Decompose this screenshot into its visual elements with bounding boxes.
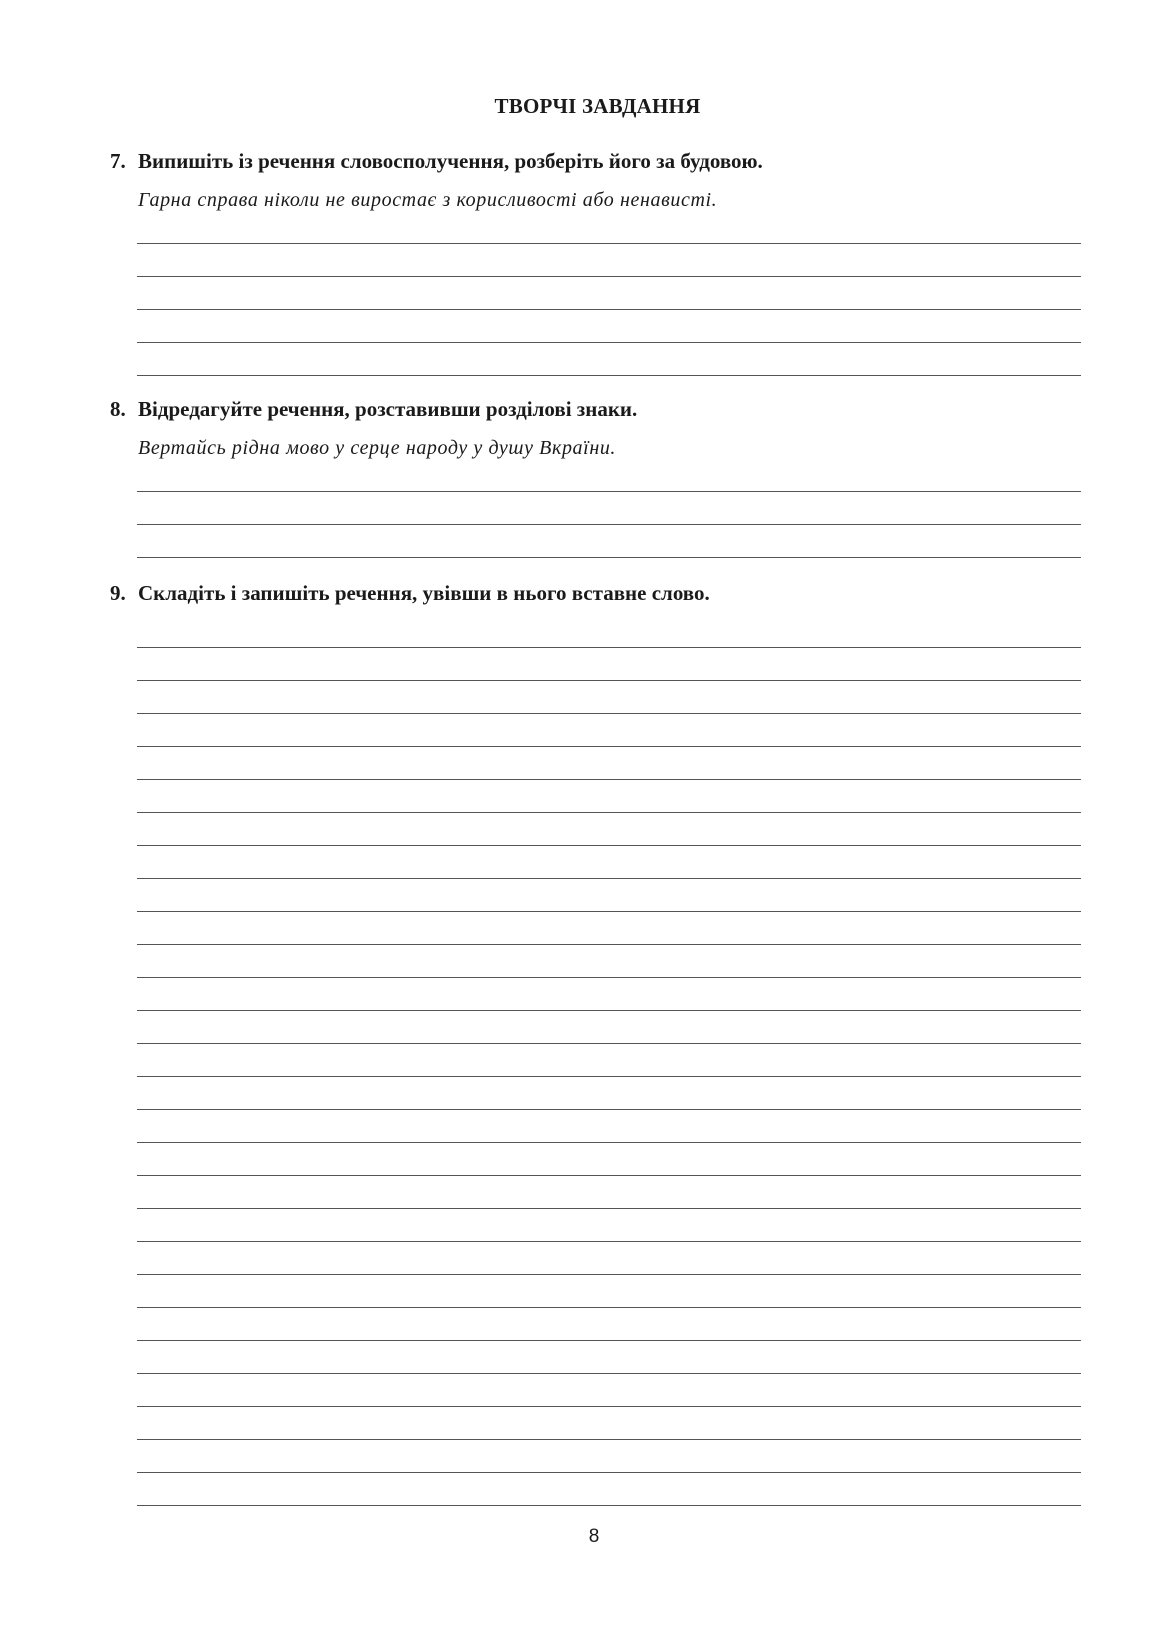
answer-line[interactable] bbox=[137, 977, 1081, 978]
answer-line[interactable] bbox=[137, 680, 1081, 681]
answer-line[interactable] bbox=[137, 944, 1081, 945]
answer-line[interactable] bbox=[137, 746, 1081, 747]
answer-line[interactable] bbox=[137, 524, 1081, 525]
task-heading bbox=[110, 580, 1090, 606]
answer-line[interactable] bbox=[137, 1043, 1081, 1044]
task-number: 8. bbox=[110, 397, 126, 421]
task-7 bbox=[110, 148, 1090, 212]
answer-line[interactable] bbox=[137, 1241, 1081, 1242]
task-heading bbox=[110, 396, 1090, 422]
answer-line[interactable] bbox=[137, 713, 1081, 714]
answer-line[interactable] bbox=[137, 1142, 1081, 1143]
task-sentence: Гарна справа ніколи не виростає з корисливості або ненависті. bbox=[138, 189, 718, 211]
section-title: ТВОРЧІ ЗАВДАННЯ bbox=[494, 94, 701, 118]
answer-line[interactable] bbox=[137, 276, 1081, 277]
answer-line[interactable] bbox=[137, 1076, 1081, 1077]
answer-line[interactable] bbox=[137, 1109, 1081, 1110]
answer-line[interactable] bbox=[137, 1307, 1081, 1308]
answer-line[interactable] bbox=[137, 1175, 1081, 1176]
answer-line[interactable] bbox=[137, 647, 1081, 648]
answer-line[interactable] bbox=[137, 779, 1081, 780]
task-instruction: Відредагуйте речення, розставивши розділові знаки. bbox=[138, 397, 638, 421]
task-number: 9. bbox=[110, 581, 126, 605]
answer-line[interactable] bbox=[137, 1010, 1081, 1011]
page-number: 8 bbox=[588, 1526, 600, 1547]
answer-line[interactable] bbox=[137, 342, 1081, 343]
answer-line[interactable] bbox=[137, 557, 1081, 558]
answer-line[interactable] bbox=[137, 911, 1081, 912]
answer-line[interactable] bbox=[137, 1406, 1081, 1407]
answer-lines-task-9[interactable] bbox=[137, 647, 1081, 1507]
answer-lines-task-8[interactable] bbox=[137, 491, 1081, 559]
answer-line[interactable] bbox=[137, 1472, 1081, 1473]
answer-line[interactable] bbox=[137, 878, 1081, 879]
answer-line[interactable] bbox=[137, 845, 1081, 846]
answer-lines-task-7[interactable] bbox=[137, 243, 1081, 377]
task-sentence: Вертайсь рідна мово у серце народу у душу Вкраїни. bbox=[138, 437, 617, 459]
answer-line[interactable] bbox=[137, 375, 1081, 376]
answer-line[interactable] bbox=[137, 491, 1081, 492]
task-number: 7. bbox=[110, 149, 126, 173]
answer-line[interactable] bbox=[137, 1439, 1081, 1440]
answer-line[interactable] bbox=[137, 1505, 1081, 1506]
task-instruction: Складіть і запишіть речення, увівши в нього вставне слово. bbox=[138, 581, 710, 605]
answer-line[interactable] bbox=[137, 1373, 1081, 1374]
answer-line[interactable] bbox=[137, 243, 1081, 244]
task-instruction: Випишіть із речення словосполучення, розберіть його за будовою. bbox=[138, 149, 763, 173]
answer-line[interactable] bbox=[137, 812, 1081, 813]
task-heading bbox=[110, 148, 1090, 174]
answer-line[interactable] bbox=[137, 309, 1081, 310]
answer-line[interactable] bbox=[137, 1274, 1081, 1275]
answer-line[interactable] bbox=[137, 1208, 1081, 1209]
answer-line[interactable] bbox=[137, 1340, 1081, 1341]
task-8 bbox=[110, 396, 1090, 460]
task-9 bbox=[110, 580, 1090, 606]
